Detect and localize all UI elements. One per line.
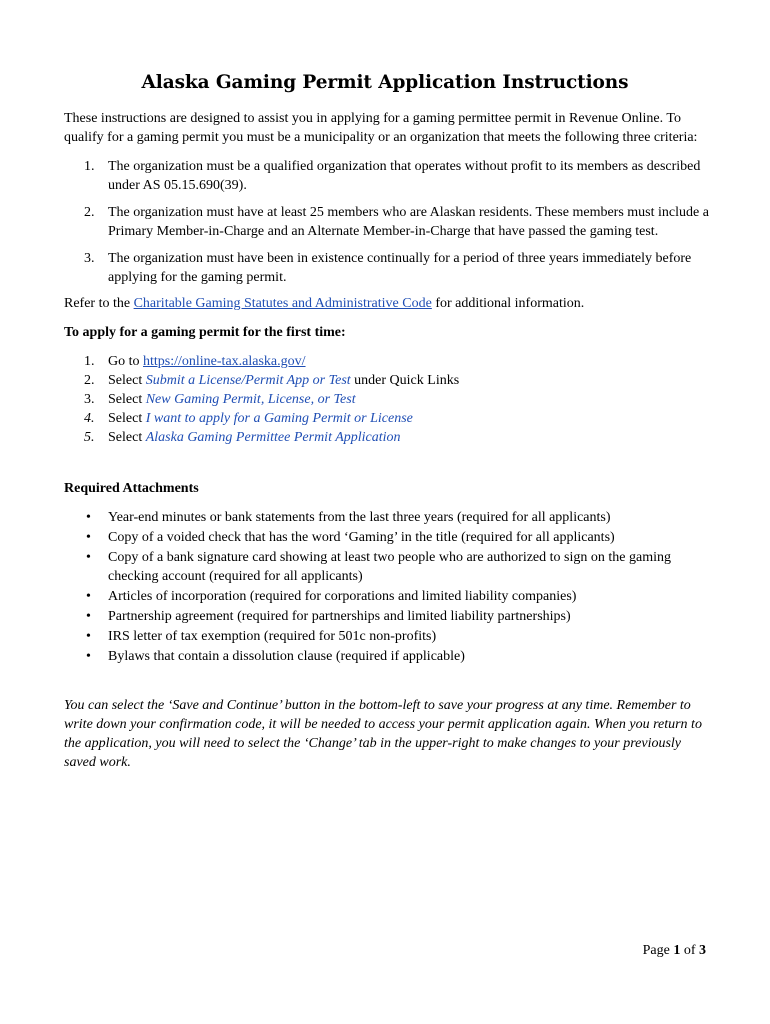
step-prefix: Select [108, 430, 146, 445]
step-suffix: under Quick Links [350, 373, 460, 388]
list-item [64, 508, 714, 528]
list-item [64, 352, 714, 371]
attachment-text: Year-end minutes or bank statements from the last three years (required for all applicants) [108, 510, 611, 525]
list-item [64, 409, 714, 428]
attachment-text: Partnership agreement (required for partnerships and limited liability partnerships) [108, 608, 571, 624]
list-number: 3. [84, 392, 95, 407]
bullet-icon: • [86, 628, 91, 644]
total-pages: 3 [699, 943, 706, 958]
list-number: 1. [84, 159, 95, 174]
revenue-online-link[interactable]: https://online-tax.alaska.gov/ [143, 354, 306, 369]
list-item [64, 390, 714, 409]
criteria-list [64, 157, 714, 295]
list-item [64, 607, 714, 627]
step-emphasis: Submit a License/Permit App or Test [145, 373, 351, 388]
step-prefix: Select [108, 373, 146, 388]
list-number: 2. [84, 373, 95, 388]
list-item [64, 647, 714, 667]
list-number: 1. [84, 354, 95, 369]
list-item [64, 203, 714, 241]
bullet-icon: • [86, 608, 91, 624]
intro-paragraph: These instructions are designed to assist you in applying for a gaming permittee permit in Revenue Online. To qualify for a gaming permit you must be a municipality or an organization that meets the following three criteria: [64, 111, 698, 145]
bullet-icon: • [86, 589, 91, 605]
of-label: of [680, 943, 699, 958]
list-item [64, 587, 714, 607]
statutes-link[interactable]: Charitable Gaming Statutes and Administrative Code [133, 296, 432, 311]
required-heading: Required Attachments [64, 481, 199, 496]
page-label: Page [642, 943, 674, 958]
attachments-list [64, 508, 714, 666]
step-prefix: Select [108, 392, 146, 407]
step-emphasis: Alaska Gaming Permittee Permit Application [145, 430, 401, 445]
list-number: 3. [84, 251, 95, 266]
current-page: 1 [673, 943, 681, 958]
list-item [64, 249, 714, 287]
list-item [64, 627, 714, 647]
attachment-text: Bylaws that contain a dissolution clause (required if applicable) [108, 648, 465, 664]
list-item-text: The organization must be a qualified organization that operates without profit to its members as described under AS 05.15.690(39). [108, 159, 701, 193]
list-item [64, 157, 714, 195]
attachment-text: Copy of a bank signature card showing at least two people who are authorized to sign on the gaming checking account (required for all applicants) [108, 549, 671, 585]
bullet-icon: • [86, 510, 91, 525]
list-number: 2. [84, 205, 95, 220]
step-prefix: Go to [108, 354, 143, 369]
attachment-text: Articles of incorporation (required for corporations and limited liability companies) [108, 589, 577, 605]
step-emphasis: I want to apply for a Gaming Permit or License [145, 411, 413, 426]
refer-paragraph [64, 294, 714, 313]
list-item [64, 371, 714, 390]
list-item [64, 548, 714, 588]
page-number [643, 943, 706, 959]
attachment-text: IRS letter of tax exemption (required for 501c non-profits) [108, 628, 437, 644]
bullet-icon: • [86, 648, 91, 664]
list-item [64, 428, 714, 447]
save-note: You can select the ‘Save and Continue’ button in the bottom-left to save your progress at any time. Remember to write down your confirmation code, it will be needed to access your permit application again. When you return to the application, you will need to select the ‘Change’ tab in the upper-right to make changes to your previously saved work. [64, 698, 702, 770]
bullet-icon: • [86, 529, 91, 545]
apply-heading: To apply for a gaming permit for the first time: [64, 325, 346, 340]
attachment-text: Copy of a voided check that has the word ‘Gaming’ in the title (required for all applicants) [108, 529, 615, 545]
list-item [64, 528, 714, 548]
bullet-icon: • [86, 549, 91, 565]
list-item-text: The organization must have been in existence continually for a period of three years immediately before applying for the gaming permit. [108, 251, 692, 285]
list-item-text: The organization must have at least 25 members who are Alaskan residents. These members must include a Primary Member-in-Charge and an Alternate Member-in-Charge that have passed the gaming test. [108, 205, 709, 239]
refer-prefix: Refer to the [64, 296, 134, 311]
step-emphasis: New Gaming Permit, License, or Test [145, 392, 356, 407]
list-number: 5. [84, 430, 95, 445]
refer-suffix: for additional information. [431, 296, 585, 311]
list-number: 4. [84, 411, 95, 426]
step-prefix: Select [108, 411, 146, 426]
page-title: Alaska Gaming Permit Application Instructions [141, 72, 629, 93]
steps-list [64, 352, 714, 447]
